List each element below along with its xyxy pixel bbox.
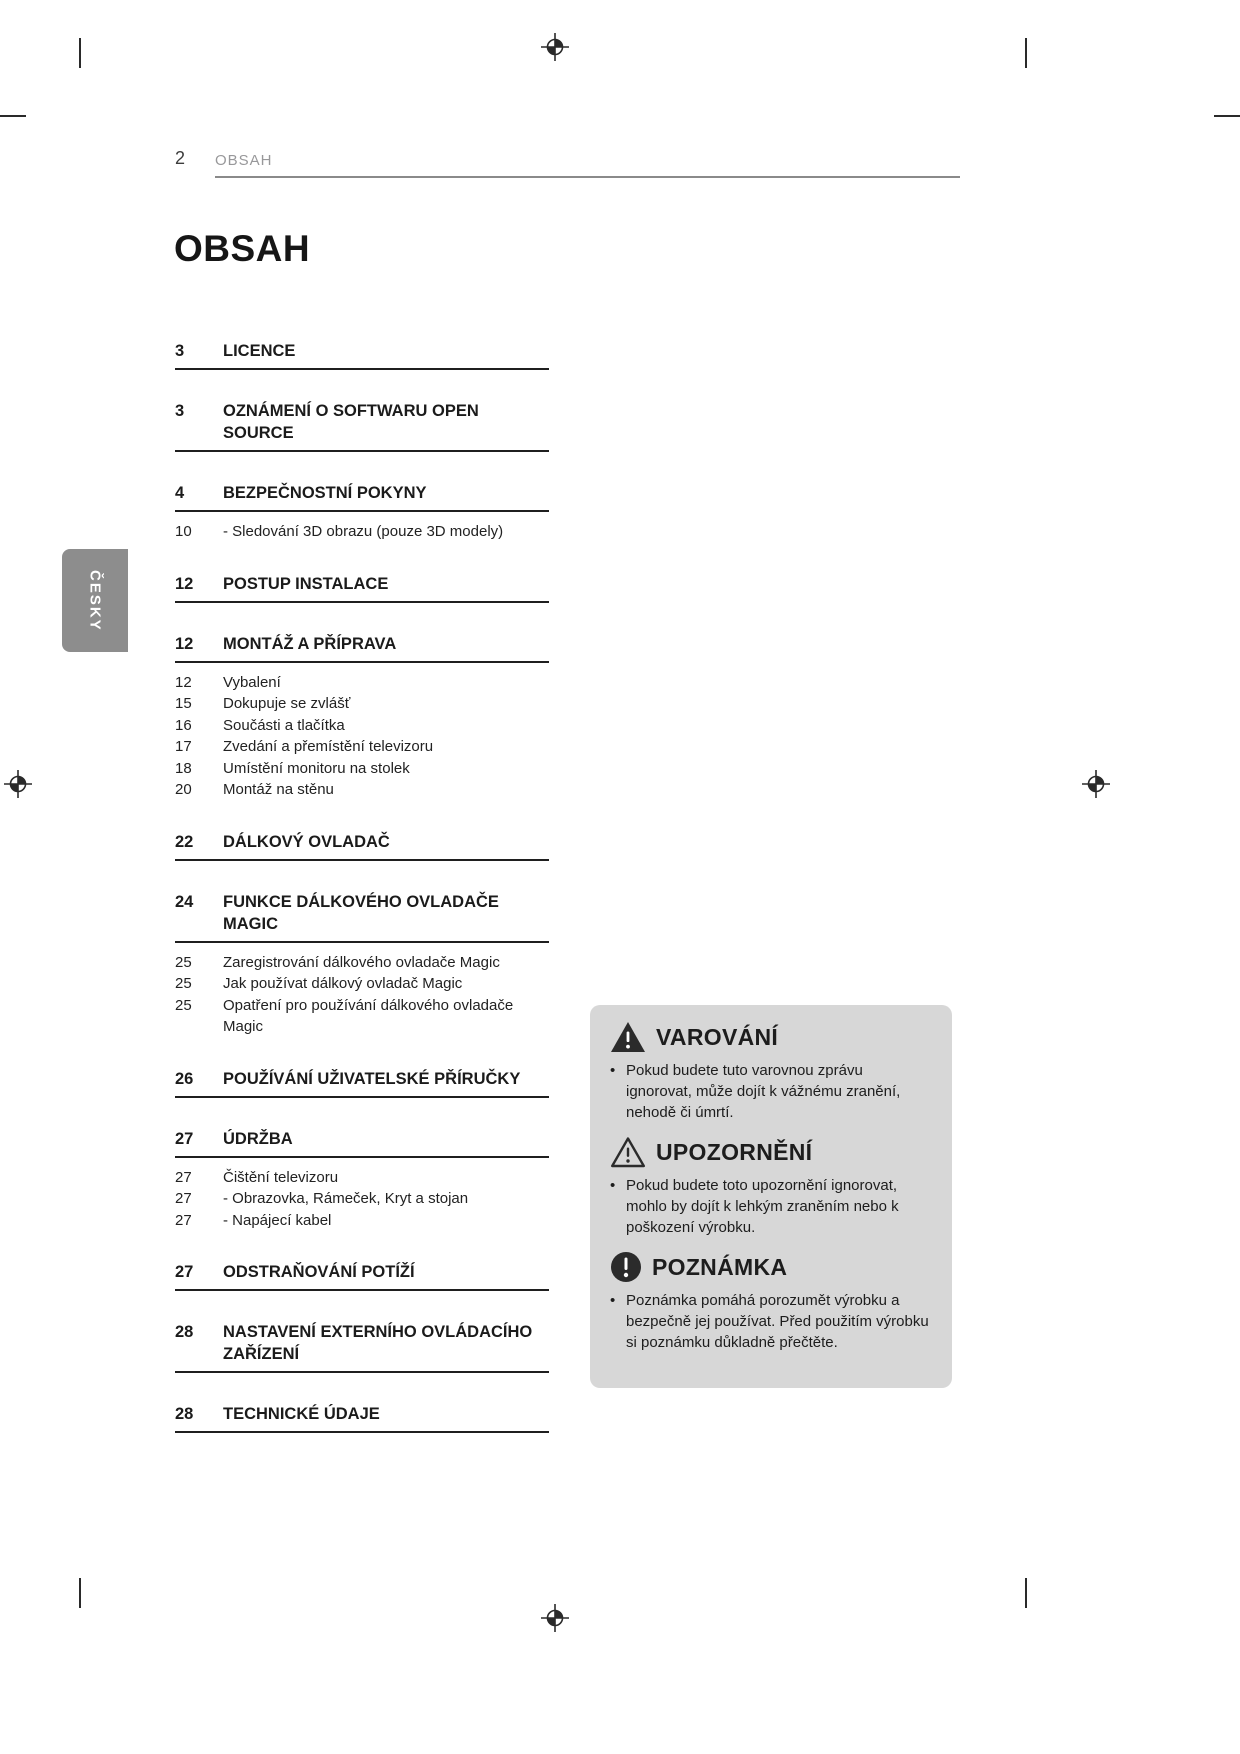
toc-item-page: 27: [175, 1190, 192, 1207]
toc-section: [175, 400, 549, 452]
warning-triangle-filled-icon: [610, 1021, 646, 1053]
toc-section-head: [175, 400, 549, 444]
crop-mark-bottom-left: [79, 1578, 81, 1608]
toc-section-page: 27: [175, 1263, 194, 1281]
toc-item-label: - Napájecí kabel: [223, 1211, 332, 1229]
toc-item-label: Součásti a tlačítka: [223, 716, 345, 734]
toc-item: [175, 715, 549, 737]
toc-section-rule: [175, 859, 549, 861]
toc-item-page: 25: [175, 975, 192, 992]
notice-title: POZNÁMKA: [652, 1253, 788, 1280]
toc-item-label: Čištění televizoru: [223, 1168, 339, 1186]
toc-section-head: [175, 573, 549, 595]
toc-item-label: Vybalení: [223, 673, 281, 691]
toc-section-title: LICENCE: [223, 342, 296, 360]
toc-item-label: - Obrazovka, Rámeček, Kryt a stojan: [223, 1190, 469, 1207]
toc-section-head: [175, 1068, 549, 1090]
notice-panel: [590, 1005, 952, 1388]
toc-section-page: 12: [175, 574, 194, 593]
toc-section-head: [175, 482, 549, 504]
notice-bullet: [610, 1290, 932, 1353]
toc-section: [175, 1128, 549, 1232]
toc-section-rule: [175, 1289, 549, 1291]
toc-section: [175, 340, 549, 370]
toc-item-label: Zvedání a přemístění televizoru: [223, 738, 434, 755]
toc-item: [175, 1210, 549, 1232]
page-number: 2: [175, 148, 186, 168]
toc-section-page: 28: [175, 1323, 194, 1341]
toc-section-title: DÁLKOVÝ OVLADAČ: [223, 832, 390, 851]
toc-item-label: Jak používat dálkový ovladač Magic: [223, 975, 463, 992]
toc-item-page: 27: [175, 1211, 192, 1229]
registration-crosshair-icon: [541, 33, 569, 61]
toc-section: [175, 482, 549, 543]
toc-section-head: [175, 1261, 549, 1283]
crop-mark-bottom-right: [1025, 1578, 1027, 1608]
notice-bullet: [610, 1175, 932, 1238]
toc-item: [175, 736, 549, 758]
notice-warning: [610, 1021, 932, 1123]
toc-section: [175, 1321, 549, 1373]
toc-section-page: 26: [175, 1069, 194, 1088]
toc-item: [175, 1167, 549, 1189]
toc-item-list: [175, 672, 549, 801]
toc-item-list: [175, 521, 549, 543]
toc-item-page: 10: [175, 523, 192, 540]
notice-bullet: [610, 1060, 932, 1123]
toc-section-page: 24: [175, 892, 194, 911]
toc-section-page: 3: [175, 402, 185, 420]
bullet-marker: •: [610, 1292, 616, 1309]
language-side-tab-label: ČESKY: [86, 569, 104, 632]
toc-section: [175, 891, 549, 1038]
toc-section: [175, 1261, 549, 1291]
toc-section-rule: [175, 661, 549, 663]
crop-mark-top-left: [79, 38, 81, 68]
toc-item-page: 12: [175, 673, 192, 691]
toc-item: [175, 758, 549, 780]
notice-head: [610, 1136, 932, 1168]
toc-item-page: 18: [175, 759, 192, 777]
notice-caution: [610, 1136, 932, 1238]
toc-section-title: ODSTRAŇOVÁNÍ POTÍŽÍ: [223, 1263, 415, 1281]
toc-item: [175, 973, 549, 995]
running-head-rule: [215, 176, 960, 178]
toc-section-rule: [175, 510, 549, 512]
toc-section-head: [175, 633, 549, 655]
toc-item-page: 25: [175, 996, 192, 1014]
toc-section: [175, 1068, 549, 1098]
toc-item: [175, 952, 549, 974]
toc-section-rule: [175, 941, 549, 943]
crop-tick-right: [1214, 115, 1240, 117]
toc-section-rule: [175, 1156, 549, 1158]
toc-section-rule: [175, 601, 549, 603]
toc-item: [175, 693, 549, 715]
toc-section-rule: [175, 1431, 549, 1433]
exclamation-circle-icon: [610, 1251, 642, 1283]
notice-title: VAROVÁNÍ: [656, 1023, 779, 1050]
toc-item-page: 16: [175, 716, 192, 734]
toc-item: [175, 1188, 549, 1210]
toc-section-page: 3: [175, 342, 185, 360]
notice-title: UPOZORNĚNÍ: [656, 1138, 813, 1165]
toc-item-page: 27: [175, 1168, 192, 1186]
toc-section-title: ÚDRŽBA: [223, 1129, 293, 1148]
toc-item-page: 15: [175, 695, 192, 712]
toc-section-title: OZNÁMENÍ O SOFTWARU OPEN SOURCE: [223, 402, 479, 442]
running-head: OBSAH: [215, 152, 273, 169]
toc-section-page: 27: [175, 1129, 194, 1148]
toc-item: [175, 995, 549, 1038]
bullet-marker: •: [610, 1062, 616, 1079]
notice-head: [610, 1251, 932, 1283]
toc-section-page: 28: [175, 1405, 194, 1423]
notice-text: Poznámka pomáhá porozumět výrobku a bezpečně jej používat. Před použitím výrobku si poznámku důkladně přečtěte.: [626, 1292, 929, 1351]
toc-item-page: 20: [175, 781, 192, 798]
toc-section-rule: [175, 1096, 549, 1098]
notice-text: Pokud budete toto upozornění ignorovat, mohlo by dojít k lehkým zraněním nebo k poškození výrobku.: [626, 1177, 899, 1236]
toc-item-list: [175, 1167, 549, 1232]
toc-section-page: 4: [175, 484, 185, 502]
language-side-tab: [62, 549, 128, 652]
bullet-marker: •: [610, 1177, 616, 1194]
notice-head: [610, 1021, 932, 1053]
toc-section-page: 22: [175, 832, 194, 851]
page-title: OBSAH: [174, 228, 311, 269]
toc-item-label: Opatření pro používání dálkového ovladače Magic: [223, 996, 514, 1035]
toc-section: [175, 1403, 549, 1433]
toc-item: [175, 672, 549, 694]
toc-section-title: POSTUP INSTALACE: [223, 574, 389, 593]
toc-section-title: FUNKCE DÁLKOVÉHO OVLADAČE MAGIC: [223, 892, 499, 933]
registration-crosshair-icon: [4, 770, 32, 798]
toc-section: [175, 633, 549, 801]
toc-section-head: [175, 340, 549, 362]
toc-item-page: 17: [175, 738, 192, 755]
toc-section-rule: [175, 1371, 549, 1373]
notice-note: [610, 1251, 932, 1353]
toc-section-title: MONTÁŽ A PŘÍPRAVA: [223, 634, 397, 653]
toc-item-page: 25: [175, 953, 192, 971]
crop-tick-left: [0, 115, 26, 117]
toc-section-title: NASTAVENÍ EXTERNÍHO OVLÁDACÍHO ZAŘÍZENÍ: [223, 1323, 533, 1363]
toc-item-label: Dokupuje se zvlášť: [223, 695, 351, 712]
warning-triangle-outline-icon: [610, 1136, 646, 1168]
toc-item-label: - Sledování 3D obrazu (pouze 3D modely): [223, 523, 504, 540]
toc-section-page: 12: [175, 634, 194, 653]
toc-section-head: [175, 1128, 549, 1150]
toc-section-head: [175, 891, 549, 935]
toc-item-list: [175, 952, 549, 1038]
toc-item-label: Zaregistrování dálkového ovladače Magic: [223, 953, 500, 971]
registration-crosshair-icon: [1082, 770, 1110, 798]
toc-item: [175, 779, 549, 801]
toc-section-head: [175, 1321, 549, 1365]
toc-section-title: POUŽÍVÁNÍ UŽIVATELSKÉ PŘÍRUČKY: [223, 1069, 521, 1088]
toc-item: [175, 521, 549, 543]
toc: [175, 340, 549, 1433]
toc-section: [175, 573, 549, 603]
toc-section-head: [175, 831, 549, 853]
toc-item-label: Montáž na stěnu: [223, 781, 334, 798]
toc-item-label: Umístění monitoru na stolek: [223, 759, 410, 777]
registration-crosshair-icon: [541, 1604, 569, 1632]
crop-mark-top-right: [1025, 38, 1027, 68]
toc-section-title: BEZPEČNOSTNÍ POKYNY: [223, 484, 427, 502]
toc-section-rule: [175, 368, 549, 370]
toc-section-title: TECHNICKÉ ÚDAJE: [223, 1405, 380, 1423]
toc-section-rule: [175, 450, 549, 452]
toc-section-head: [175, 1403, 549, 1425]
notice-text: Pokud budete tuto varovnou zprávu ignorovat, může dojít k vážnému zranění, nehodě či úmrtí.: [626, 1062, 901, 1121]
toc-section: [175, 831, 549, 861]
